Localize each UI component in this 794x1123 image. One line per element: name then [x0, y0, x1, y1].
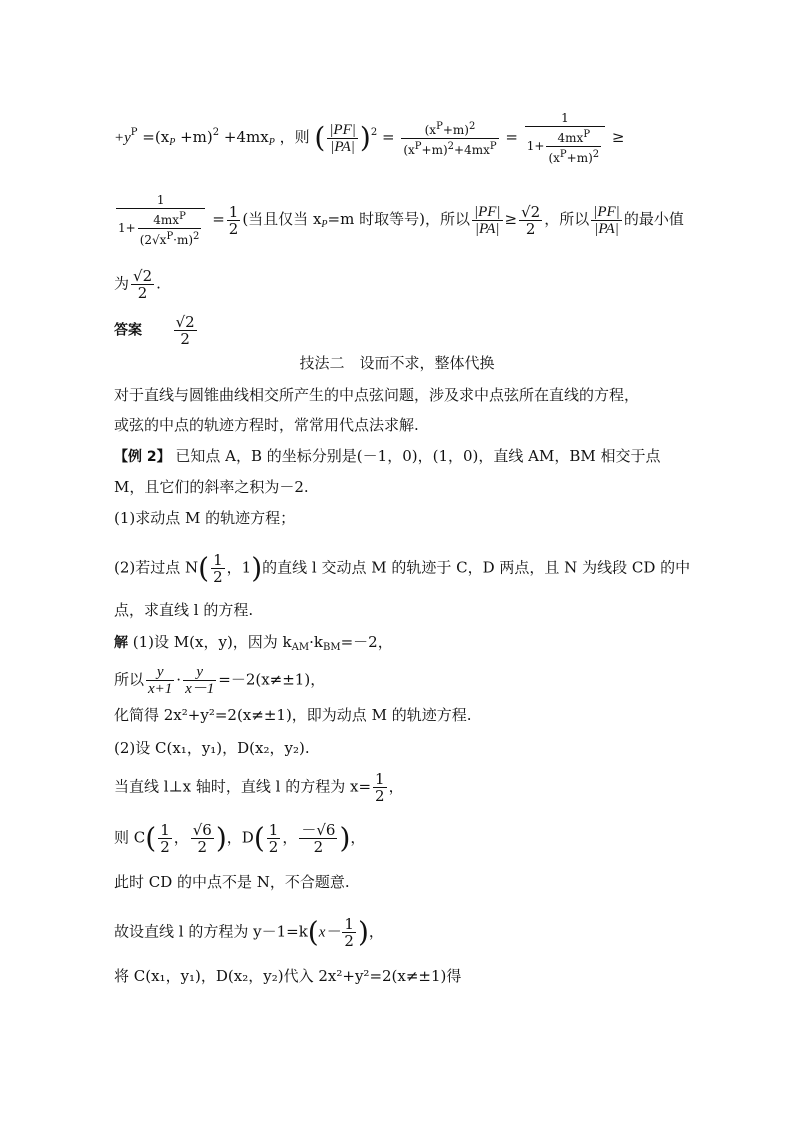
text-segment: ，D [226, 828, 254, 847]
denominator: 2 [525, 219, 536, 238]
numerator: y [146, 664, 174, 681]
text-segment: = [381, 128, 395, 146]
denominator: 2 [344, 932, 354, 950]
fraction-pf-pa [591, 204, 622, 237]
text-segment: 所以 [114, 670, 145, 689]
sup: 2 [193, 231, 200, 242]
text-segment: 则 C [114, 828, 146, 847]
sup: P [414, 140, 422, 152]
text-segment: ≥ [611, 128, 625, 146]
denominator: |PA| [474, 220, 500, 237]
text-segment: (当且仅当 x [242, 210, 322, 228]
text-segment: (1)设 M(x，y)，因为 k [132, 633, 292, 651]
numerator: 1 [268, 821, 279, 839]
text: (x [424, 122, 437, 137]
text-segment: ， [226, 558, 242, 577]
paren: ( [307, 915, 319, 949]
example-line-1 [114, 446, 661, 467]
fraction-pf-pa [472, 204, 503, 237]
numerator: 1 [525, 110, 605, 127]
paren: ) [251, 551, 263, 585]
text-segment: 当直线 l⊥x 轴时，直线 l 的方程为 x= [114, 777, 372, 796]
denominator: 2 [268, 838, 279, 856]
text-segment: = [505, 128, 518, 146]
sup: P [436, 120, 443, 132]
text-segment: 为 [114, 274, 130, 293]
fraction-half [373, 771, 387, 804]
numerator: 1 [116, 192, 205, 209]
denominator: 2 [180, 330, 190, 348]
numerator: √6 [192, 821, 212, 839]
solution-line-5 [114, 771, 404, 804]
sup: P [179, 211, 186, 222]
text: +4mx [454, 142, 490, 157]
numerator: 1 [375, 770, 385, 788]
answer-line [114, 314, 199, 347]
solution-line-8 [114, 916, 384, 949]
question-2-line-2: 点，求直线 l 的方程. [114, 601, 254, 619]
numerator: －√6 [301, 821, 336, 839]
text-segment: ≥ [504, 210, 518, 228]
numerator: |PF| [329, 121, 356, 138]
numerator: |PF| [593, 203, 620, 220]
text-segment: ，所以 [544, 210, 590, 228]
text-segment: ， [388, 777, 404, 796]
denominator: 2 [197, 838, 208, 856]
example-text: 已知点 A，B 的坐标分别是(－1，0)，(1，0)，直线 AM，BM 相交于点 [175, 447, 661, 465]
denominator: 2 [375, 787, 385, 805]
intro-line-2: 或弦的中点的轨迹方程时，常常用代点法求解. [114, 416, 419, 434]
paren: ) [357, 915, 369, 949]
sup: P [583, 129, 591, 140]
paren: ) [339, 821, 351, 855]
text-segment: 故设直线 l 的方程为 y－1=k [114, 922, 308, 941]
section-heading: 技法二 设而不求，整体代换 [299, 354, 495, 372]
paren: ) [215, 821, 227, 855]
denominator: x+1 [148, 681, 173, 697]
numerator: 1 [160, 821, 170, 839]
text: (2√x [139, 233, 167, 247]
example-line-2: M，且它们的斜率之积为－2. [114, 478, 309, 496]
fraction-slope-b [183, 664, 216, 697]
intro-line-1: 对于直线与圆锥曲线相交所产生的中点弦问题，涉及求中点弦所在直线的方程， [114, 386, 640, 404]
text-segment: =m 时取等号)，所以 [327, 210, 470, 228]
fraction-half [342, 916, 356, 949]
solution-line-4: (2)设 C(x₁，y₁)，D(x₂，y₂). [114, 739, 310, 757]
text-segment: +y [114, 130, 131, 146]
fraction-half [227, 204, 241, 237]
text-segment: =－2(x≠±1)， [218, 670, 326, 689]
text: 1+ [118, 221, 136, 235]
text-segment: = [212, 210, 225, 228]
fraction-pf-pa [327, 122, 358, 155]
subscript: P [268, 137, 275, 148]
denominator: 2 [160, 838, 170, 856]
numerator: √2 [175, 313, 195, 331]
subscript: P [169, 137, 176, 148]
numerator: |PF| [473, 203, 501, 220]
text-segment: ，则 [279, 128, 310, 146]
paren: ( [145, 821, 157, 855]
text-segment: +4mx [223, 128, 269, 146]
paren: ( [198, 551, 210, 585]
text-segment: =－2， [340, 633, 393, 651]
denominator: |PA| [594, 220, 619, 237]
numerator: 1 [344, 915, 354, 933]
sup: 2 [447, 140, 455, 152]
text: (x [403, 142, 415, 157]
example-tag: 【例 2】 [114, 449, 171, 465]
text-segment: ·k [309, 633, 323, 651]
fraction-one-over [525, 110, 605, 166]
answer-value [174, 314, 197, 347]
denominator: 2 [137, 284, 148, 302]
denominator: x－1 [185, 681, 215, 697]
text-segment: (2)若过点 N [114, 558, 199, 577]
solution-line-9: 将 C(x₁，y₁)，D(x₂，y₂)代入 2x²+y²=2(x≠±1)得 [114, 967, 462, 985]
text-segment: 1 [241, 558, 252, 577]
sup: P [166, 231, 174, 242]
text: (x [548, 151, 560, 165]
fraction-ratio [401, 119, 498, 158]
text: 4mx [153, 213, 180, 227]
subscript: BM [322, 642, 341, 653]
sup: 2 [592, 149, 600, 160]
text: ·m) [173, 233, 194, 247]
formula-line-1 [114, 110, 625, 166]
subscript: AM [291, 642, 310, 653]
denominator: 2 [313, 838, 324, 856]
superscript: 2 [370, 127, 378, 138]
formula-line-2 [114, 192, 684, 248]
text-segment: x－ [318, 924, 341, 941]
sup: P [559, 149, 567, 160]
text-segment: . [156, 274, 161, 293]
paren: ( [314, 121, 326, 154]
text: +m) [442, 122, 469, 137]
answer-label: 答案 [114, 322, 142, 339]
denominator: 2 [228, 219, 239, 238]
superscript: 2 [212, 127, 220, 138]
paren: ( [253, 821, 265, 855]
sup: 2 [468, 120, 476, 132]
numerator: √2 [521, 202, 541, 221]
text: +m) [421, 142, 448, 157]
text-segment: 的直线 l 交动点 M 的轨迹于 C，D 两点，且 N 为线段 CD 的中 [262, 558, 691, 577]
text-segment: ， [350, 828, 366, 847]
text: +m) [566, 151, 593, 165]
paren: ) [359, 121, 371, 154]
text-segment: · [176, 670, 182, 689]
superscript: P [130, 127, 138, 138]
text-segment: ， [368, 922, 384, 941]
formula-line-3 [114, 268, 161, 301]
denominator: |PA| [330, 138, 355, 155]
fraction-slope-a [146, 664, 174, 697]
solution-line-6 [114, 822, 365, 855]
text-segment: =(x [142, 128, 170, 146]
fraction-half [211, 552, 225, 585]
text-segment: 的最小值 [623, 210, 684, 228]
subscript: P [321, 219, 328, 230]
fraction-sqrt6-over-2 [191, 822, 214, 855]
solution-line-1 [114, 632, 393, 658]
fraction-half [267, 822, 281, 855]
fraction-neg-sqrt6-over-2 [299, 822, 337, 855]
solution-line-7: 此时 CD 的中点不是 N，不合题意. [114, 873, 350, 891]
numerator: 1 [213, 551, 223, 569]
fraction-lower-bound [116, 192, 205, 248]
fraction-sqrt2-over-2 [131, 268, 154, 301]
text: 4mx [557, 131, 584, 145]
sup: P [489, 140, 497, 152]
question-2-line-1 [114, 552, 690, 585]
fraction-half [158, 822, 172, 855]
fraction-sqrt2-over-2 [519, 204, 542, 237]
solution-line-2 [114, 664, 325, 697]
denominator: 2 [213, 568, 223, 586]
numerator: 1 [228, 202, 239, 221]
text: 1+ [526, 139, 545, 153]
numerator: y [183, 664, 216, 681]
text-segment: +m) [180, 128, 213, 146]
solution-line-3: 化简得 2x²+y²=2(x≠±1)，即为动点 M 的轨迹方程. [114, 706, 472, 724]
solution-label: 解 [114, 635, 128, 651]
text-segment: ， [173, 828, 189, 847]
question-1: (1)求动点 M 的轨迹方程； [114, 509, 296, 527]
text-segment: ， [282, 828, 298, 847]
numerator: √2 [133, 267, 153, 285]
